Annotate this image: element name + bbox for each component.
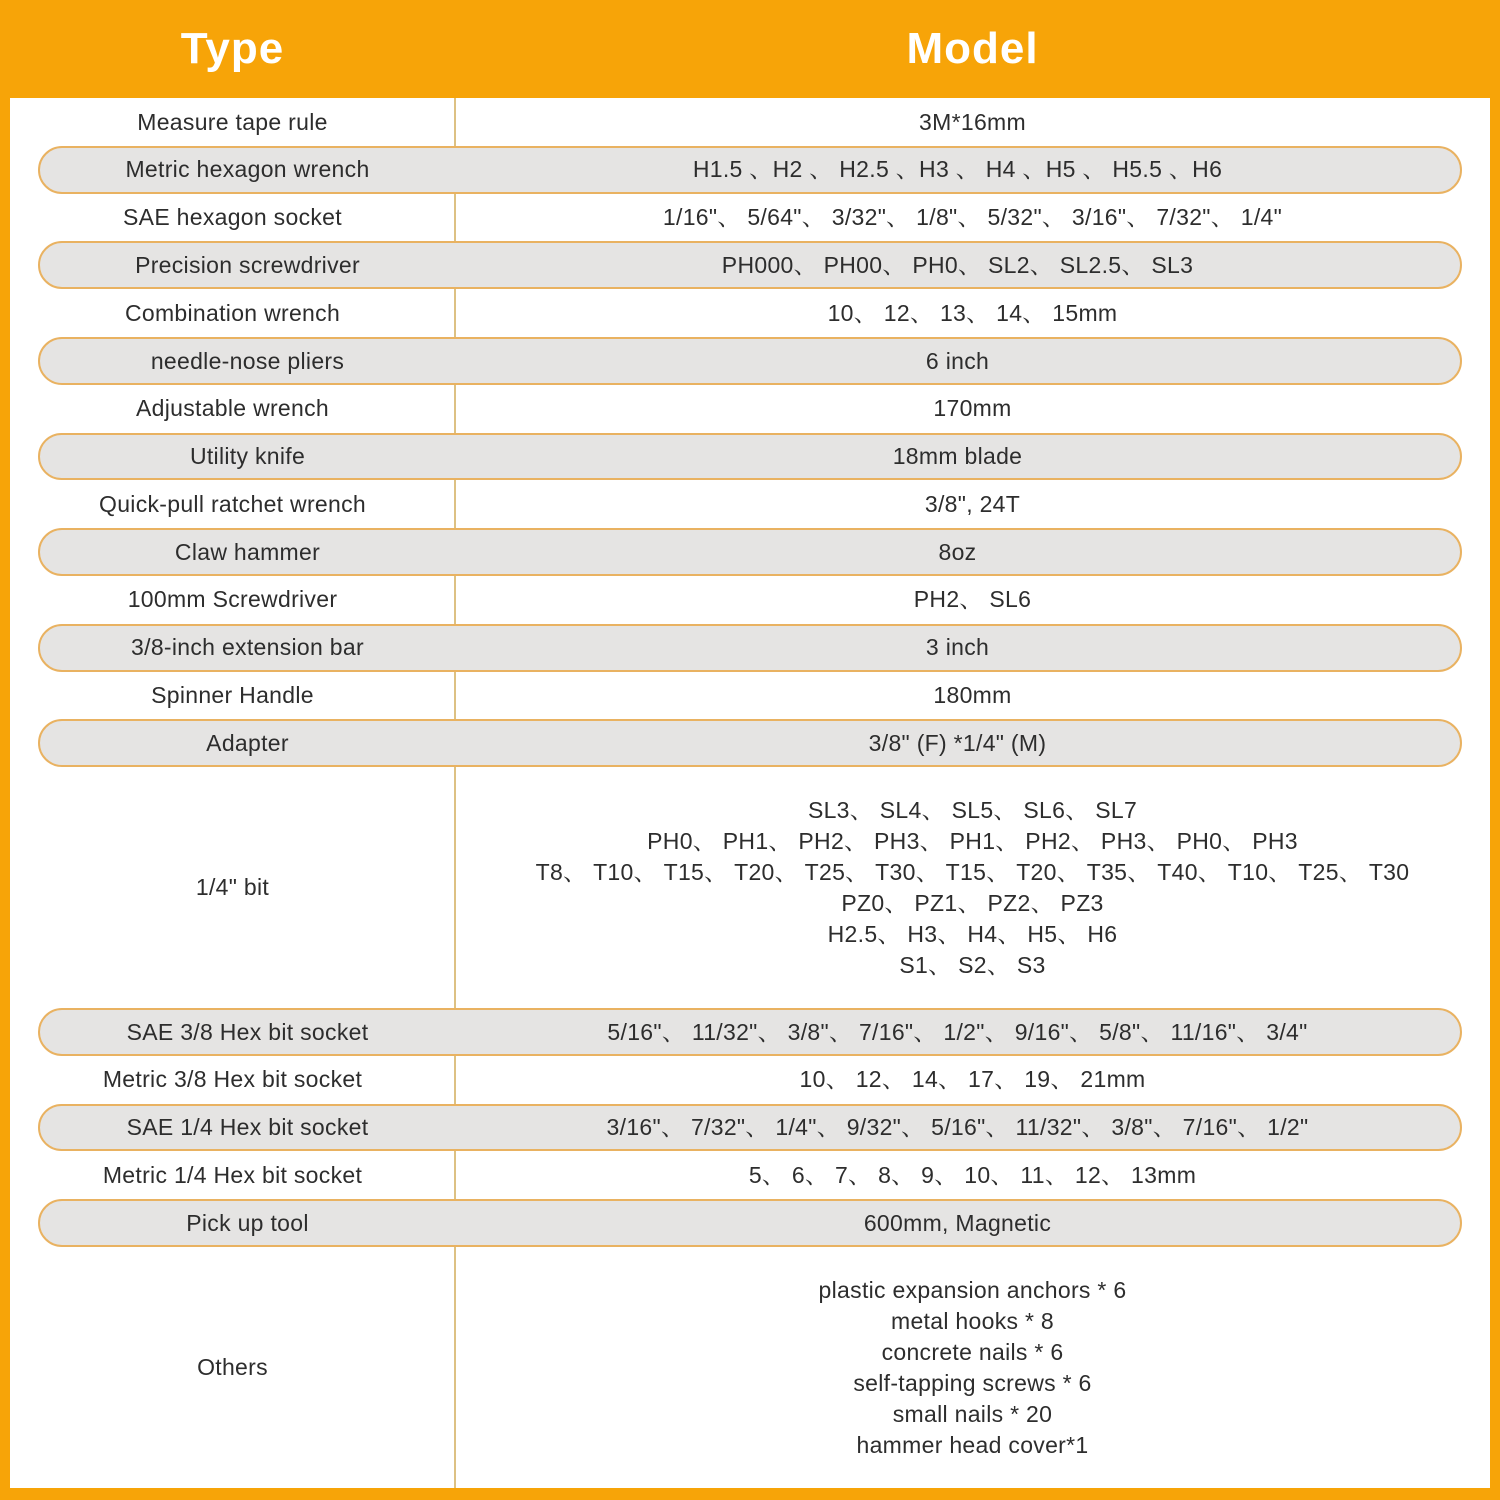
table-row — [38, 337, 1462, 385]
row-model-value: 3/8", 24T — [924, 490, 1021, 517]
row-model-value: PH000、 PH00、 PH0、 SL2、 SL2.5、 SL3 — [721, 251, 1194, 278]
row-model-value: 3/16"、 7/32"、 1/4"、 9/32"、 5/16"、 11/32"、 3/8"、 7/16"、 1/2" — [606, 1114, 1309, 1141]
row-type-label: Measure tape rule — [137, 108, 328, 135]
row-type-label: 100mm Screwdriver — [127, 586, 338, 613]
row-model-value: 3/8" (F) *1/4" (M) — [868, 729, 1047, 756]
table-row — [38, 624, 1462, 672]
table-row — [38, 528, 1462, 576]
model-line: SL3、 SL4、 SL5、 SL6、 SL7 — [807, 796, 1138, 823]
table-row — [38, 1008, 1462, 1056]
table-row — [10, 672, 1490, 720]
row-type-label: Pick up tool — [186, 1209, 309, 1236]
row-model-value: 6 inch — [925, 347, 990, 374]
table-row — [10, 98, 1490, 146]
table-row — [10, 385, 1490, 433]
table-row — [38, 433, 1462, 481]
row-model-value: 18mm blade — [892, 443, 1023, 470]
model-line: hammer head cover*1 — [856, 1431, 1089, 1458]
model-column-header: Model — [906, 24, 1039, 73]
table-row — [10, 289, 1490, 337]
row-model-value: 180mm — [933, 682, 1012, 709]
table-row — [38, 719, 1462, 767]
table-row — [10, 576, 1490, 624]
row-model-value: 3 inch — [925, 634, 990, 661]
row-model-value: 10、 12、 13、 14、 15mm — [827, 299, 1118, 326]
row-type-label: Metric 3/8 Hex bit socket — [102, 1066, 363, 1093]
row-type-label: Utility knife — [189, 443, 306, 470]
row-type-label: 3/8-inch extension bar — [131, 634, 364, 661]
row-type-label: Adjustable wrench — [135, 395, 330, 422]
row-type-label: Claw hammer — [174, 538, 321, 565]
table-row — [38, 1199, 1462, 1247]
model-line: plastic expansion anchors * 6 — [818, 1276, 1127, 1303]
model-line: concrete nails * 6 — [881, 1338, 1064, 1365]
row-type-label: SAE 1/4 Hex bit socket — [126, 1114, 369, 1141]
row-type-label: Spinner Handle — [151, 682, 314, 709]
table-row — [10, 1056, 1490, 1104]
row-type-label: Combination wrench — [124, 299, 341, 326]
table-row — [10, 1151, 1490, 1199]
model-line: PZ0、 PZ1、 PZ2、 PZ3 — [841, 889, 1104, 916]
row-model-value: 600mm, Magnetic — [863, 1209, 1052, 1236]
model-line: self-tapping screws * 6 — [853, 1369, 1092, 1396]
row-type-label: needle-nose pliers — [150, 347, 345, 374]
table-row — [38, 1104, 1462, 1152]
row-type-label: Adapter — [206, 729, 289, 756]
table-row — [10, 480, 1490, 528]
table-row — [38, 146, 1462, 194]
model-line: metal hooks * 8 — [890, 1307, 1055, 1334]
table-row — [10, 194, 1490, 242]
type-column-header: Type — [180, 24, 285, 73]
row-model-value: H1.5 、H2 、 H2.5 、H3 、 H4 、H5 、 H5.5 、H6 — [692, 156, 1223, 183]
model-line: T8、 T10、 T15、 T20、 T25、 T30、 T15、 T20、 T35、 T40、 T10、 T25、 T30 — [535, 858, 1410, 885]
table-header — [0, 0, 1500, 98]
table-row — [10, 1247, 1490, 1488]
row-type-label: Quick-pull ratchet wrench — [99, 490, 366, 517]
row-type-label: Precision screwdriver — [135, 251, 360, 278]
row-model-value: 8oz — [938, 538, 977, 565]
row-model-value — [455, 795, 1490, 981]
row-model-value — [455, 1275, 1490, 1461]
model-line: PH0、 PH1、 PH2、 PH3、 PH1、 PH2、 PH3、 PH0、 PH3 — [647, 827, 1298, 854]
row-type-label: Metric 1/4 Hex bit socket — [102, 1162, 363, 1188]
row-model-value: PH2、 SL6 — [913, 586, 1032, 613]
table-body — [10, 98, 1490, 1488]
row-type-label: 1/4" bit — [195, 874, 270, 901]
table-row — [38, 241, 1462, 289]
row-model-value: 170mm — [933, 395, 1012, 422]
row-type-label: Metric hexagon wrench — [125, 156, 370, 183]
row-model-value: 1/16"、 5/64"、 3/32"、 1/8"、 5/32"、 3/16"、 7/32"、 1/4" — [662, 204, 1283, 231]
model-line: S1、 S2、 S3 — [899, 951, 1046, 978]
row-type-label: SAE hexagon socket — [123, 204, 342, 231]
row-model-value: 10、 12、 14、 17、 19、 21mm — [799, 1066, 1146, 1093]
row-model-value: 3M*16mm — [919, 108, 1026, 135]
row-type-label: SAE 3/8 Hex bit socket — [126, 1018, 369, 1045]
table-row — [10, 767, 1490, 1008]
model-line: small nails * 20 — [892, 1400, 1053, 1427]
row-model-value: 5、 6、 7、 8、 9、 10、 11、 12、 13mm — [748, 1162, 1197, 1188]
model-line: H2.5、 H3、 H4、 H5、 H6 — [827, 920, 1118, 947]
row-model-value: 5/16"、 11/32"、 3/8"、 7/16"、 1/2"、 9/16"、 5/8"、 11/16"、 3/4" — [607, 1018, 1308, 1045]
row-type-label: Others — [197, 1354, 268, 1381]
